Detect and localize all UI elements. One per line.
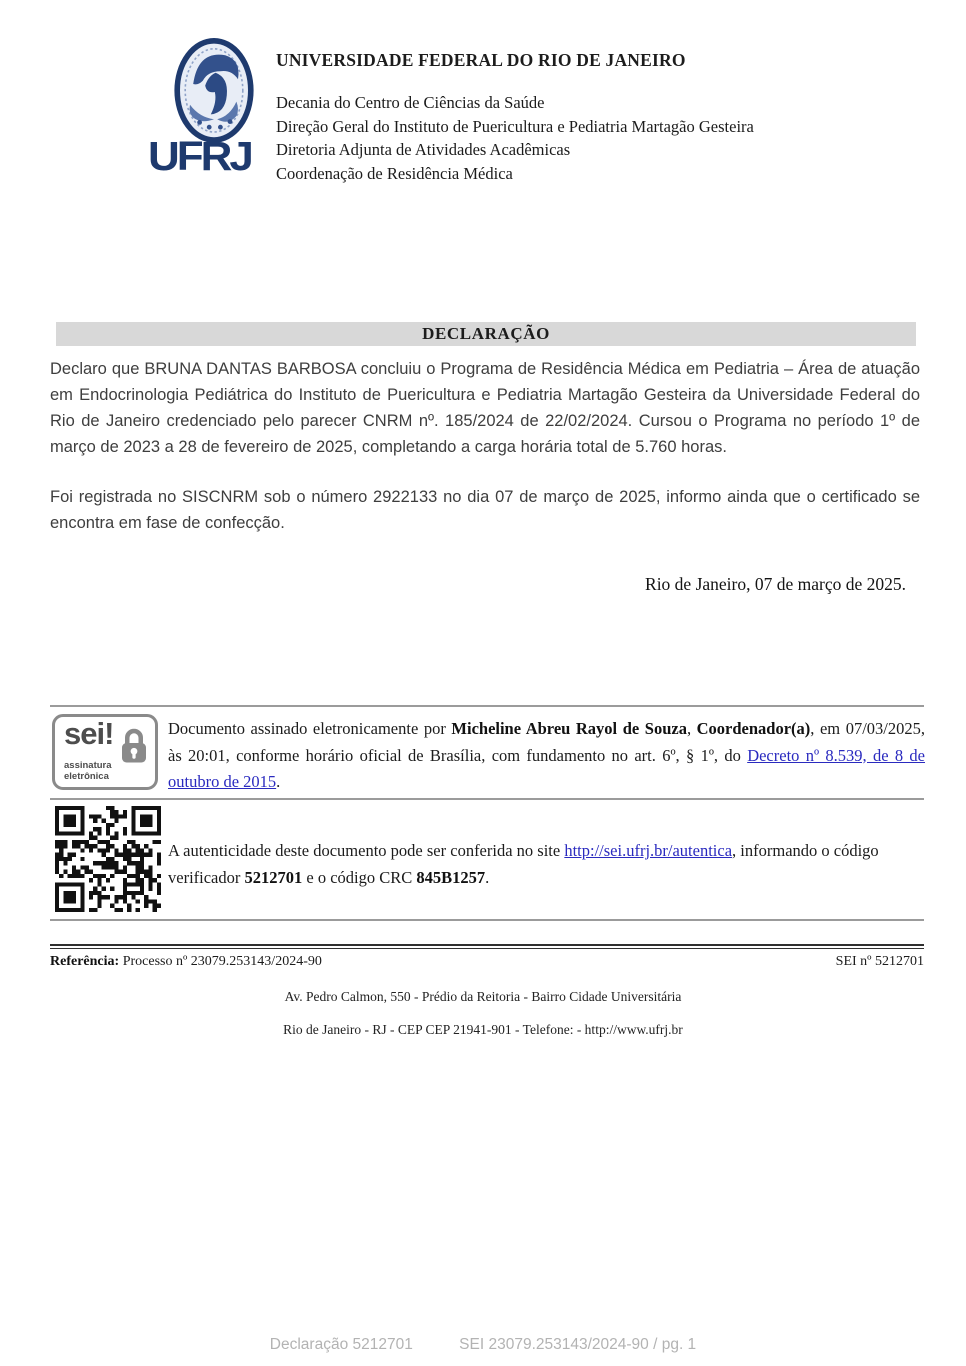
body-paragraph-1: Declaro que BRUNA DANTAS BARBOSA concluiu o Programa de Residência Médica em Pediatria – Área de atuação em Endocrinologia Pediátrica do Instituto de Puericultura e Pediatria Martagão Gesteira da Universidade Federal do Rio de Janeiro credenciado pelo parecer CNRM nº. 185/2024 de 22/02/2024. Cursou o Programa no período 1º de março de 2023 a 28 de fevereiro de 2025, completando a carga horária total de 5.760 horas. bbox=[50, 360, 920, 456]
qr-code bbox=[55, 806, 161, 912]
dept-lines bbox=[276, 91, 791, 185]
dept-line: Diretoria Adjunta de Atividades Acadêmicas bbox=[276, 140, 571, 159]
divider bbox=[50, 798, 924, 800]
footer-sei-label: SEI 23079.253143/2024-90 / pg. 1 bbox=[459, 1336, 697, 1353]
dept-line: Decania do Centro de Ciências da Saúde bbox=[276, 93, 545, 112]
reference-label: Referência: bbox=[50, 954, 120, 969]
autentica-link[interactable]: http://sei.ufrj.br/autentica bbox=[564, 841, 733, 860]
ufrj-wordmark: UFRJ bbox=[148, 134, 251, 180]
body-paragraph-2: Foi registrada no SISCNRM sob o número 2922133 no dia 07 de março de 2025, informo ainda que o certificado se encontra em fase de confecção. bbox=[50, 488, 920, 532]
reference-process: Referência: Processo nº 23079.253143/2024-90 bbox=[50, 954, 322, 969]
page-footer bbox=[0, 1336, 966, 1354]
signature-text-prefix: Documento assinado eletronicamente por bbox=[168, 719, 452, 738]
ufrj-logo bbox=[150, 26, 274, 184]
signature-statement: Documento assinado eletronicamente por Micheline Abreu Rayol de Souza, Coordenador(a), em 07/03/2025, às 20:01, conforme horário oficial de Brasília, com fundamento no art. 6º, § 1º, do Decreto nº 8.539, de 8 de outubro de 2015. bbox=[168, 719, 925, 791]
verifier-code: 5212701 bbox=[244, 867, 303, 887]
header-text bbox=[274, 26, 791, 185]
sei-logo: sei! bbox=[64, 716, 114, 751]
dept-line: Direção Geral do Instituto de Puericultura e Pediatria Martagão Gesteira bbox=[276, 116, 754, 136]
sei-number: SEI nº 5212701 bbox=[835, 954, 924, 969]
declaration-title: DECLARAÇÃO bbox=[56, 322, 916, 346]
double-rule bbox=[50, 944, 924, 949]
date-line: Rio de Janeiro, 07 de março de 2025. bbox=[645, 574, 906, 594]
authenticity-statement: A autenticidade deste documento pode ser conferida no site http://sei.ufrj.br/autentica, informando o código verificador 5212701 e o código CRC 845B1257. bbox=[168, 841, 879, 887]
auth-text-prefix: A autenticidade deste documento pode ser conferida no site bbox=[168, 841, 565, 860]
padlock-icon bbox=[119, 726, 149, 766]
footer-doc-label: Declaração 5212701 bbox=[269, 1336, 413, 1353]
crc-code: 845B1257 bbox=[416, 867, 486, 887]
address-line-2: Rio de Janeiro - RJ - CEP CEP 21941-901 - Telefone: - http://www.ufrj.br bbox=[283, 1022, 683, 1037]
sei-sublabel: assinatura eletrônica bbox=[64, 760, 112, 782]
reference-row bbox=[50, 954, 924, 970]
signer-role: Coordenador(a) bbox=[696, 719, 811, 738]
signer-name: Micheline Abreu Rayol de Souza bbox=[451, 719, 687, 738]
document-header bbox=[150, 26, 791, 185]
divider bbox=[50, 705, 924, 707]
divider bbox=[50, 919, 924, 921]
org-name: UNIVERSIDADE FEDERAL DO RIO DE JANEIRO bbox=[276, 50, 686, 70]
decree-link[interactable]: Decreto nº 8.539, de 8 de outubro de 2015 bbox=[168, 745, 925, 791]
signature-text-middle: , em 07/03/2025, às 20:01, conforme horário oficial de Brasília, com fundamento no art. 6º, § 1º, do bbox=[168, 719, 925, 765]
sei-signature-stamp bbox=[52, 714, 158, 790]
address-line-1: Av. Pedro Calmon, 550 - Prédio da Reitoria - Bairro Cidade Universitária bbox=[284, 989, 682, 1004]
dept-line: Coordenação de Residência Médica bbox=[276, 163, 513, 183]
